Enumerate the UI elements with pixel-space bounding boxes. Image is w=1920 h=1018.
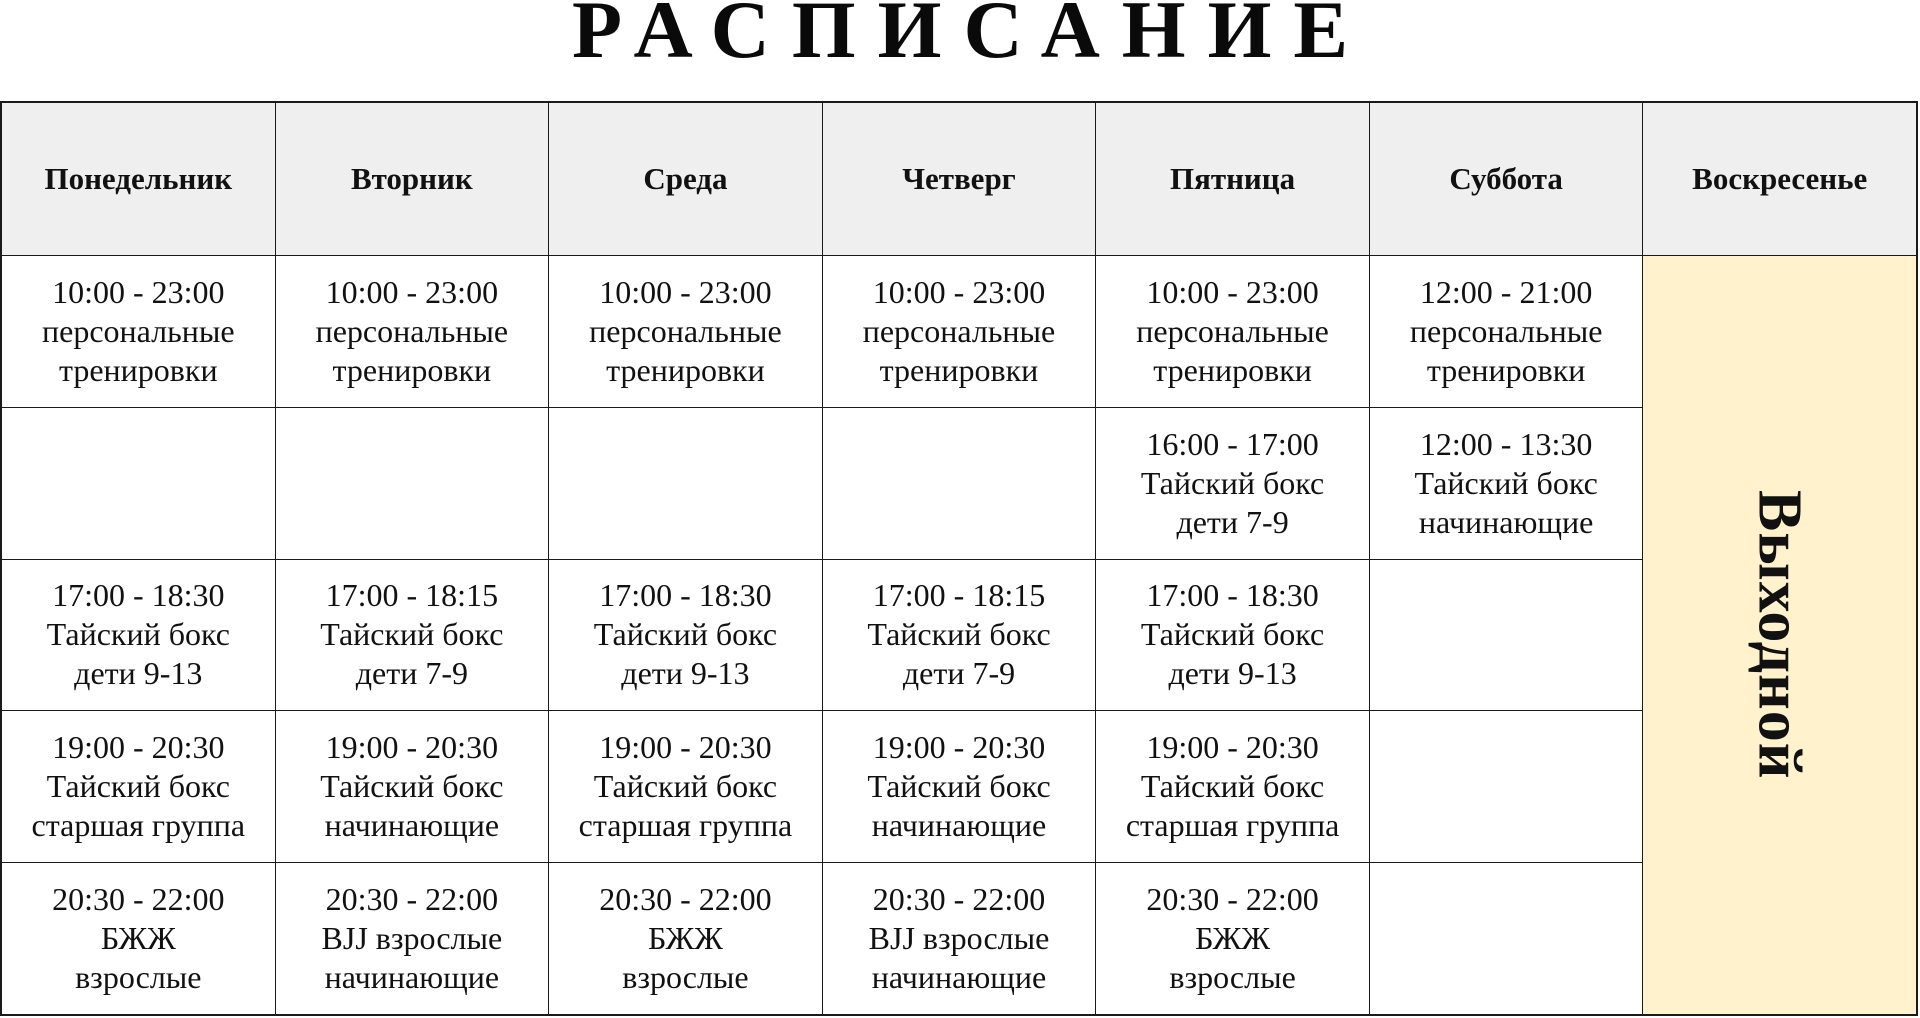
session-line-2: тренировки [332, 351, 492, 388]
session-line-1: Тайский бокс [593, 768, 778, 805]
session-line-1: Тайский бокс [593, 616, 778, 653]
schedule-cell-thursday-slot-4 [823, 711, 1096, 862]
session-line-1: Тайский бокс [320, 616, 504, 653]
schedule-cell-thursday-slot-2-empty [823, 408, 1096, 559]
schedule-cell-monday-slot-1 [2, 256, 275, 407]
session-time: 10:00 - 23:00 [325, 273, 499, 310]
day-label: Понедельник [44, 161, 233, 196]
session-entry [867, 576, 1050, 693]
session-time: 20:30 - 22:00 [599, 881, 772, 918]
header-friday [1096, 103, 1369, 255]
schedule-cell-monday-slot-2-empty [2, 408, 275, 559]
session-entry [320, 728, 503, 845]
session-line-1: персональные [1409, 312, 1603, 349]
header-thursday [823, 103, 1096, 255]
schedule-cell-friday-slot-5 [1096, 863, 1369, 1014]
session-line-1: персональные [862, 312, 1056, 349]
session-line-1: БЖЖ [100, 920, 176, 957]
session-time: 19:00 - 20:30 [872, 729, 1046, 766]
schedule-cell-thursday-slot-5 [823, 863, 1096, 1014]
session-time: 10:00 - 23:00 [52, 273, 225, 310]
session-entry [322, 880, 503, 997]
day-label: Четверг [902, 161, 1016, 196]
session-time: 20:30 - 22:00 [325, 881, 499, 918]
session-line-2: дети 7-9 [902, 655, 1016, 692]
session-time: 10:00 - 23:00 [872, 273, 1046, 310]
session-entry [579, 728, 793, 845]
header-monday [2, 103, 275, 255]
session-time: 19:00 - 20:30 [599, 729, 772, 766]
schedule-table [0, 101, 1918, 1016]
session-line-2: взрослые [75, 959, 202, 996]
session-time: 19:00 - 20:30 [325, 729, 499, 766]
session-line-2: начинающие [324, 959, 500, 996]
sunday-day-off [1643, 256, 1916, 1014]
day-label: Воскресенье [1692, 161, 1868, 196]
day-label: Пятница [1169, 161, 1296, 196]
schedule-cell-monday-slot-4 [2, 711, 275, 862]
session-line-1: BJJ взрослые [321, 920, 503, 957]
schedule-cell-friday-slot-1 [1096, 256, 1369, 407]
session-entry [867, 728, 1050, 845]
schedule-cell-tuesday-slot-2-empty [276, 408, 549, 559]
session-line-2: начинающие [871, 807, 1047, 844]
schedule-cell-friday-slot-2 [1096, 408, 1369, 559]
page-title: РАСПИСАНИЕ [571, 0, 1371, 75]
session-line-2: начинающие [871, 959, 1047, 996]
session-line-1: Тайский бокс [1414, 464, 1598, 501]
session-line-1: Тайский бокс [867, 616, 1051, 653]
schedule-cell-friday-slot-3 [1096, 560, 1369, 711]
session-entry [869, 880, 1050, 997]
session-time: 10:00 - 23:00 [1146, 273, 1319, 310]
schedule-cell-wednesday-slot-4 [549, 711, 822, 862]
session-entry [1126, 728, 1340, 845]
session-line-2: дети 7-9 [1176, 503, 1289, 540]
session-line-2: тренировки [879, 351, 1039, 388]
schedule-cell-saturday-slot-2 [1370, 408, 1643, 559]
session-line-2: тренировки [58, 351, 218, 388]
session-entry [32, 728, 246, 845]
session-line-2: старшая группа [31, 807, 246, 844]
session-time: 12:00 - 13:30 [1419, 425, 1593, 462]
schedule-cell-wednesday-slot-2-empty [549, 408, 822, 559]
session-line-2: взрослые [1169, 959, 1296, 996]
session-entry [1136, 273, 1329, 390]
session-time: 20:30 - 22:00 [872, 881, 1046, 918]
session-time: 16:00 - 17:00 [1146, 425, 1319, 462]
session-line-2: начинающие [1418, 503, 1594, 540]
session-time: 19:00 - 20:30 [1146, 729, 1319, 766]
schedule-cell-tuesday-slot-4 [276, 711, 549, 862]
session-entry [52, 880, 224, 997]
session-line-2: дети 7-9 [355, 655, 468, 692]
schedule-cell-tuesday-slot-1 [276, 256, 549, 407]
session-entry [863, 273, 1056, 390]
session-line-1: персональные [42, 312, 235, 349]
schedule-cell-saturday-slot-3-empty [1370, 560, 1643, 711]
session-line-2: тренировки [1426, 351, 1586, 388]
schedule-cell-wednesday-slot-1 [549, 256, 822, 407]
schedule-cell-thursday-slot-1 [823, 256, 1096, 407]
schedule-cell-saturday-slot-1 [1370, 256, 1643, 407]
session-line-1: персональные [315, 312, 509, 349]
session-line-1: Тайский бокс [1140, 616, 1325, 653]
session-line-2: старшая группа [1125, 807, 1340, 844]
session-time: 17:00 - 18:15 [872, 577, 1046, 614]
session-time: 17:00 - 18:15 [325, 577, 499, 614]
session-line-2: дети 9-13 [1168, 655, 1297, 692]
session-line-2: тренировки [606, 351, 765, 388]
session-time: 12:00 - 21:00 [1419, 273, 1593, 310]
session-line-2: дети 9-13 [621, 655, 750, 692]
session-entry [1414, 425, 1597, 542]
session-entry [42, 273, 235, 390]
session-entry [594, 576, 777, 693]
session-line-1: Тайский бокс [320, 768, 504, 805]
session-time: 19:00 - 20:30 [52, 729, 225, 766]
session-line-1: Тайский бокс [867, 768, 1051, 805]
session-entry [589, 273, 782, 390]
day-off-label: Выходной [1745, 490, 1814, 780]
session-line-1: БЖЖ [1195, 920, 1271, 957]
session-line-1: Тайский бокс [1140, 464, 1325, 501]
session-line-2: начинающие [324, 807, 500, 844]
session-entry [47, 576, 230, 693]
session-line-1: персональные [589, 312, 782, 349]
day-label: Вторник [350, 161, 473, 196]
day-label: Суббота [1449, 161, 1563, 196]
session-line-1: Тайский бокс [1140, 768, 1325, 805]
session-line-1: BJJ взрослые [868, 920, 1050, 957]
schedule-cell-saturday-slot-4-empty [1370, 711, 1643, 862]
session-line-1: Тайский бокс [46, 768, 230, 805]
schedule-cell-wednesday-slot-3 [549, 560, 822, 711]
session-entry [320, 576, 503, 693]
session-line-2: старшая группа [578, 807, 793, 844]
session-line-1: БЖЖ [647, 920, 723, 957]
session-line-1: Тайский бокс [46, 616, 230, 653]
schedule-cell-friday-slot-4 [1096, 711, 1369, 862]
header-tuesday [276, 103, 549, 255]
session-line-2: дети 9-13 [74, 655, 203, 692]
session-entry [599, 880, 771, 997]
session-line-2: тренировки [1153, 351, 1312, 388]
session-time: 17:00 - 18:30 [1146, 577, 1319, 614]
schedule-cell-monday-slot-5 [2, 863, 275, 1014]
header-saturday [1370, 103, 1643, 255]
day-label: Среда [643, 161, 728, 196]
session-line-1: персональные [1136, 312, 1329, 349]
session-time: 17:00 - 18:30 [52, 577, 225, 614]
header-sunday [1643, 103, 1916, 255]
schedule-cell-tuesday-slot-5 [276, 863, 549, 1014]
schedule-cell-saturday-slot-5-empty [1370, 863, 1643, 1014]
session-entry [1410, 273, 1603, 390]
session-line-2: взрослые [622, 959, 749, 996]
session-time: 20:30 - 22:00 [1146, 881, 1319, 918]
session-time: 20:30 - 22:00 [52, 881, 225, 918]
session-time: 10:00 - 23:00 [599, 273, 772, 310]
schedule-cell-wednesday-slot-5 [549, 863, 822, 1014]
session-time: 17:00 - 18:30 [599, 577, 772, 614]
session-entry [1146, 880, 1318, 997]
session-entry [316, 273, 509, 390]
schedule-cell-tuesday-slot-3 [276, 560, 549, 711]
schedule-cell-monday-slot-3 [2, 560, 275, 711]
schedule-cell-thursday-slot-3 [823, 560, 1096, 711]
header-wednesday [549, 103, 822, 255]
session-entry [1141, 425, 1324, 542]
session-entry [1141, 576, 1324, 693]
